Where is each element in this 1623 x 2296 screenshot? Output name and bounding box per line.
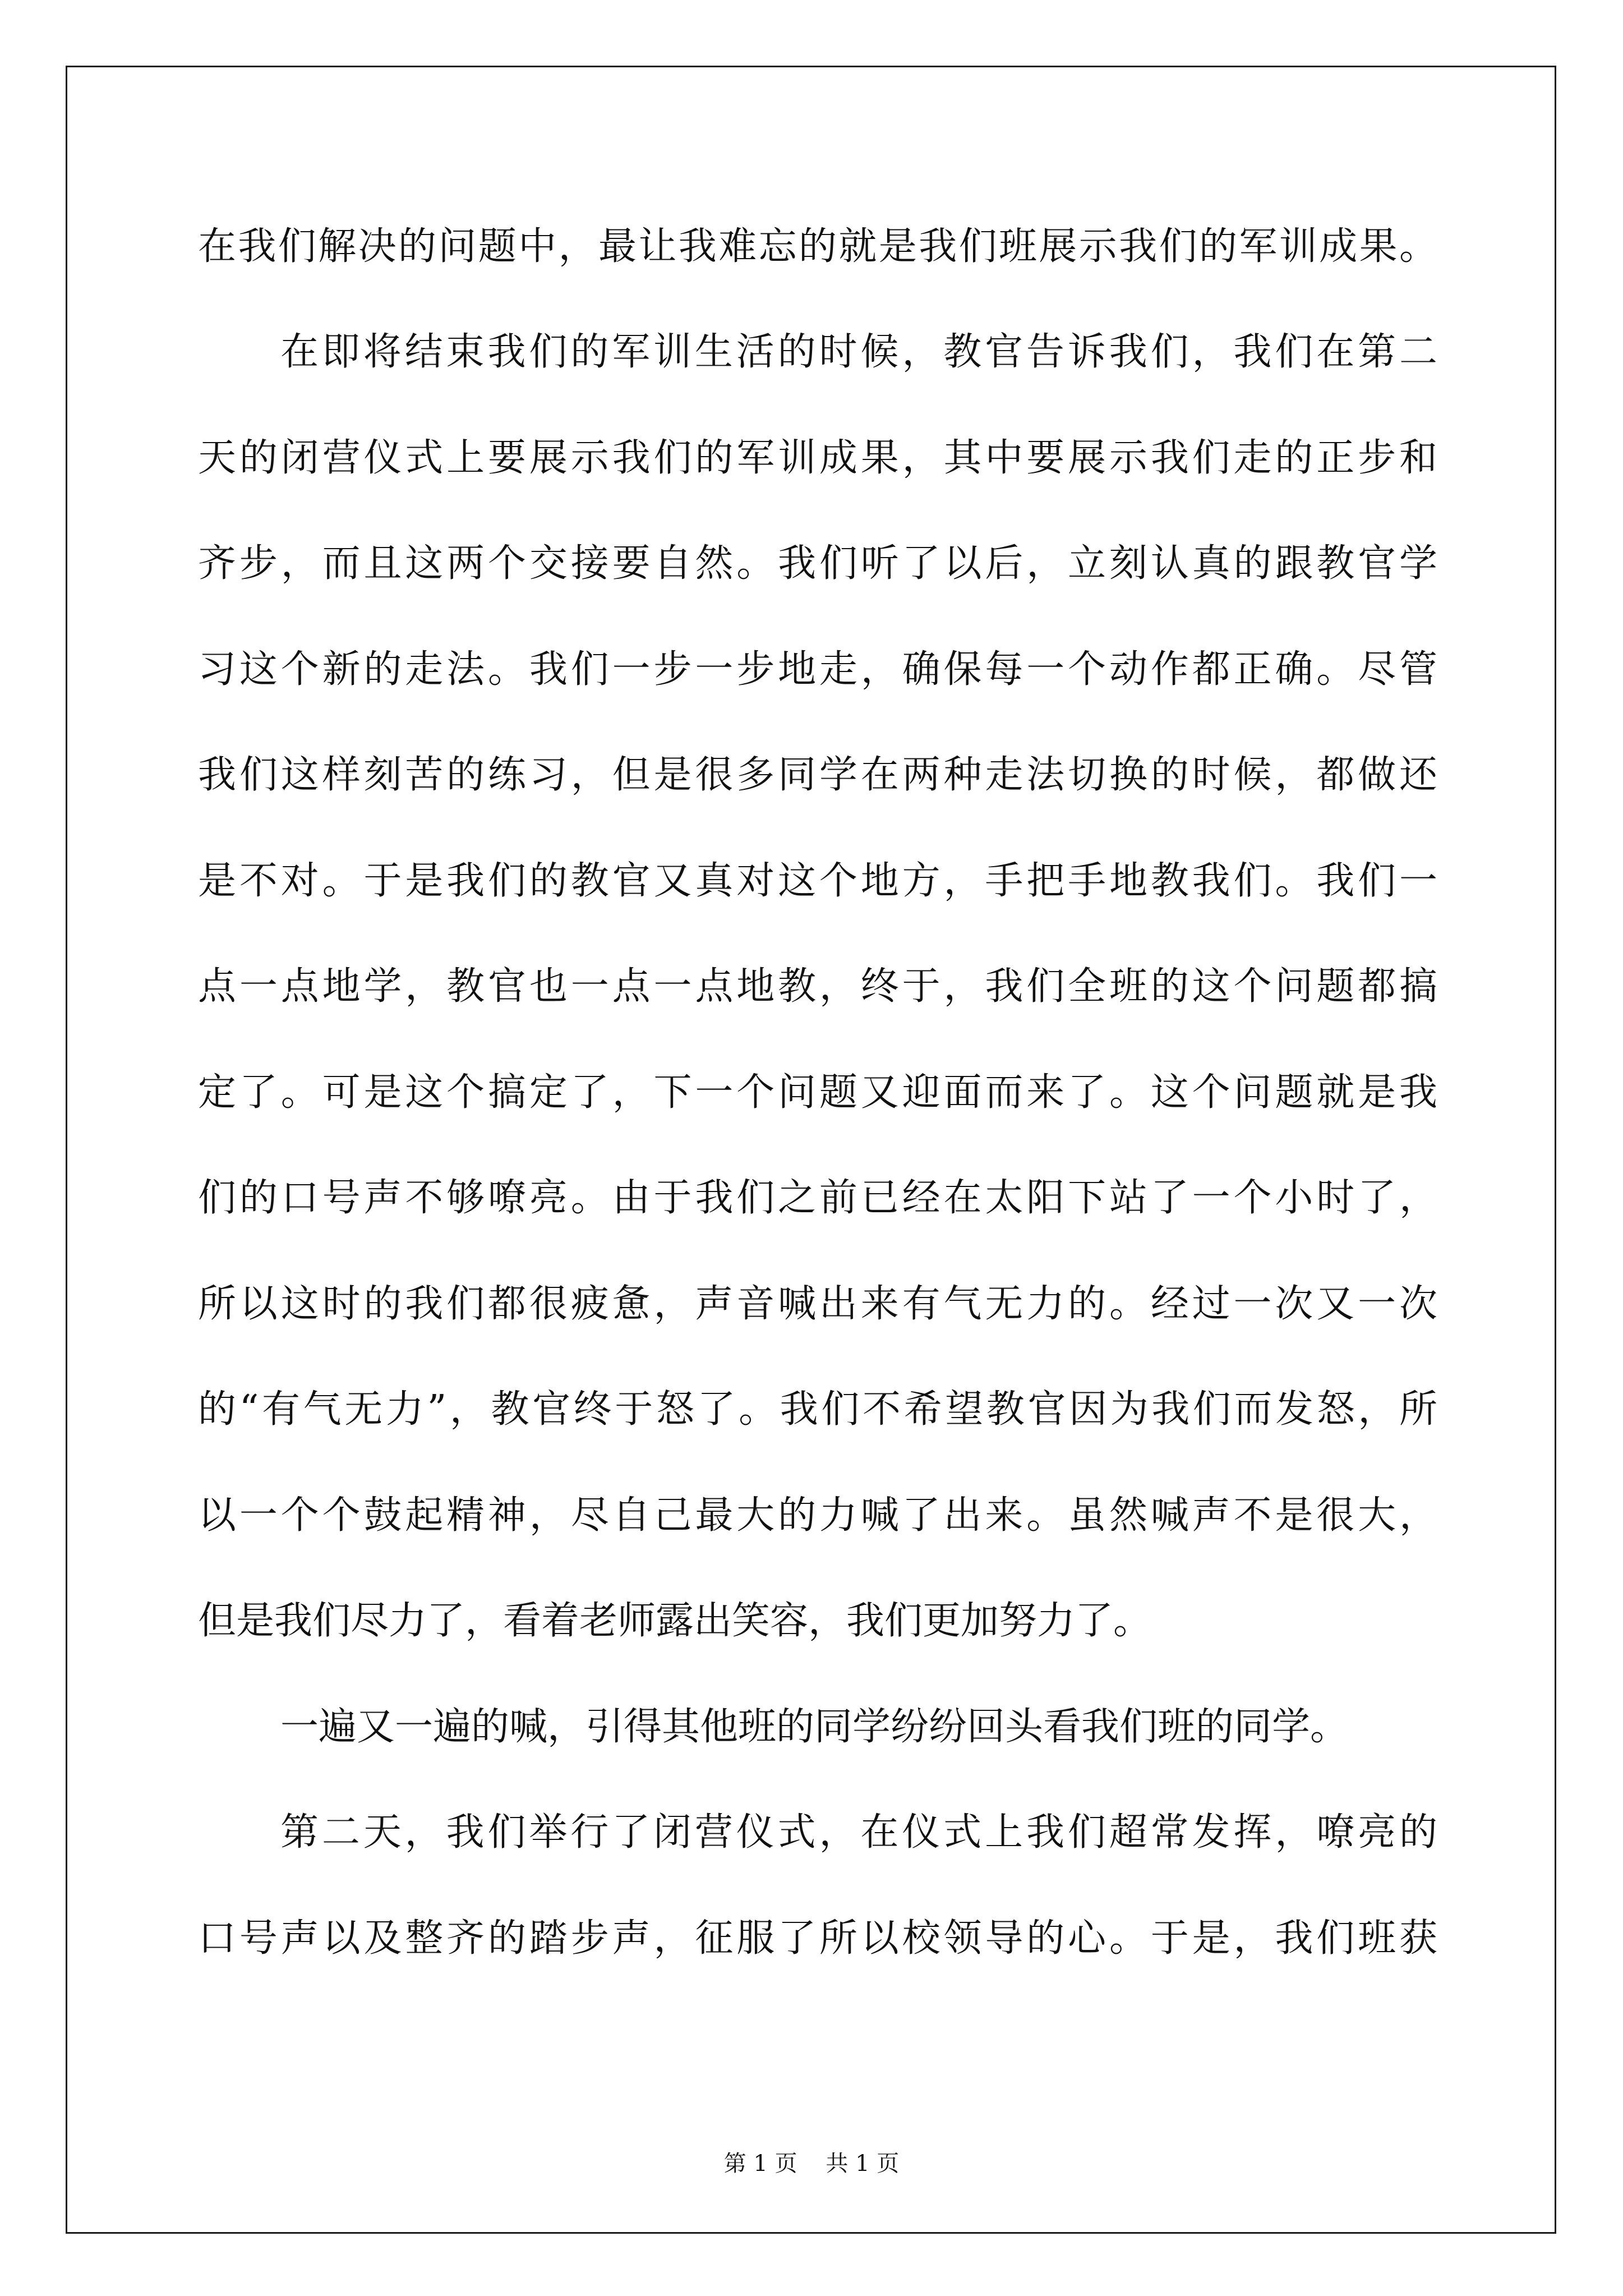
paragraph-first-line: 第二天，我们举行了闭营仪式，在仪式上我们超常发挥，嘹亮的 — [280, 1810, 1437, 1855]
paragraph-first-line: 一遍又一遍的喊，引得其他班的同学纷纷回头看我们班的同学。 — [280, 1705, 1349, 1749]
page-number-footer: 第 1 页 共 1 页 — [723, 2151, 900, 2177]
paragraph-last-line: 但是我们尽力了，看着老师露出笑容，我们更加努力了。 — [198, 1599, 1152, 1643]
text-line: 在我们解决的问题中，最让我难忘的就是我们班展示我们的军训成果。 — [198, 224, 1437, 269]
text-line: 口号声以及整齐的踏步声，征服了所以校领导的心。于是，我们班获 — [198, 1916, 1437, 1961]
text-line: 我们这样刻苦的练习，但是很多同学在两种走法切换的时候，都做还 — [198, 753, 1437, 797]
text-line: 是不对。于是我们的教官又真对这个地方，手把手地教我们。我们一 — [198, 859, 1437, 903]
text-line: 齐步，而且这两个交接要自然。我们听了以后，立刻认真的跟教官学 — [198, 541, 1437, 586]
text-line: 的“有气无力”，教官终于怒了。我们不希望教官因为我们而发怒，所 — [198, 1387, 1437, 1432]
text-line: 习这个新的走法。我们一步一步地走，确保每一个动作都正确。尽管 — [198, 647, 1437, 692]
text-line: 们的口号声不够嘹亮。由于我们之前已经在太阳下站了一个小时了， — [198, 1176, 1437, 1220]
text-line: 天的闭营仪式上要展示我们的军训成果，其中要展示我们走的正步和 — [198, 436, 1437, 480]
text-line: 所以这时的我们都很疲惫，声音喊出来有气无力的。经过一次又一次 — [198, 1282, 1437, 1326]
text-line: 点一点地学，教官也一点一点地教，终于，我们全班的这个问题都搞 — [198, 964, 1437, 1009]
text-line: 定了。可是这个搞定了，下一个问题又迎面而来了。这个问题就是我 — [198, 1070, 1437, 1115]
page-border — [66, 66, 1556, 2234]
text-line: 以一个个鼓起精神，尽自己最大的力喊了出来。虽然喊声不是很大， — [198, 1493, 1437, 1538]
paragraph-first-line: 在即将结束我们的军训生活的时候，教官告诉我们，我们在第二 — [280, 330, 1437, 374]
